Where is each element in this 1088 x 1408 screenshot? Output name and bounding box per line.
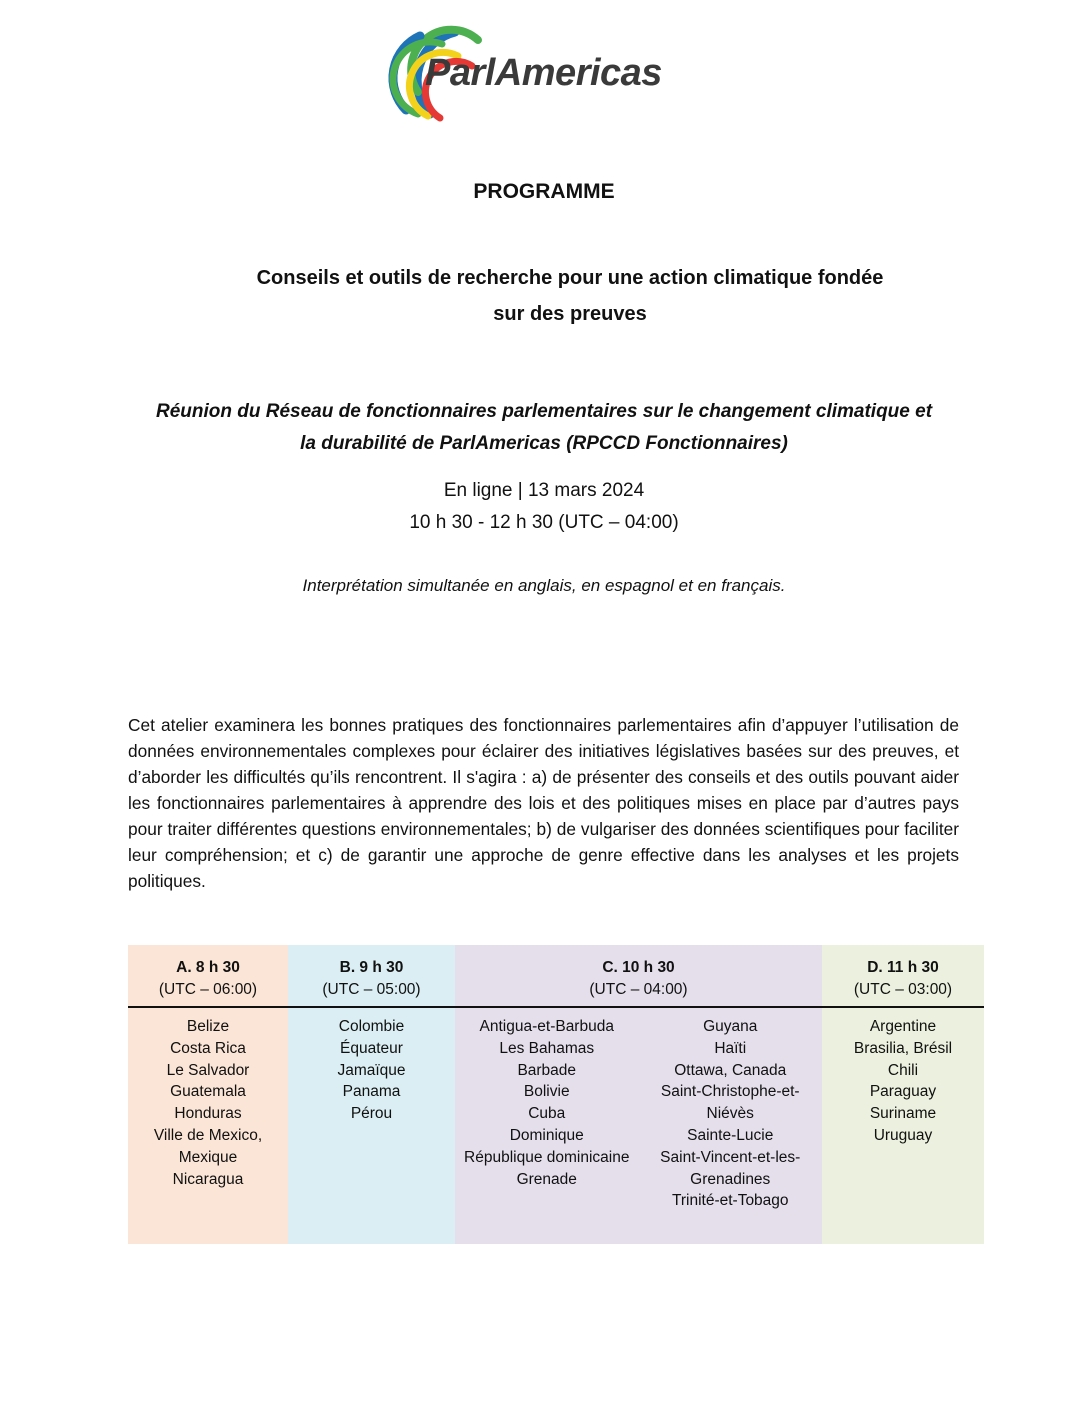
column-utc: (UTC – 03:00) <box>853 981 953 998</box>
subtitle-line: Réunion du Réseau de fonctionnaires parlementaires sur le changement climatique et <box>155 401 933 422</box>
list-item: Nicaragua <box>172 1170 244 1188</box>
list-item: Ottawa, Canada <box>674 1061 787 1079</box>
country-list <box>128 1006 288 1190</box>
column-utc: (UTC – 04:00) <box>589 981 688 998</box>
list-item: Barbade <box>517 1061 577 1079</box>
country-sublist-left <box>455 1016 639 1212</box>
list-item: Saint-Vincent-et-les- <box>660 1148 801 1166</box>
list-item: Uruguay <box>873 1126 933 1144</box>
interpretation-note: Interprétation simultanée en anglais, en espagnol et en français. <box>302 576 786 595</box>
column-time: B. 9 h 30 <box>339 959 404 976</box>
document-title <box>120 260 1020 332</box>
title-line: Conseils et outils de recherche pour une action climatique fondée <box>256 267 884 289</box>
column-header <box>128 945 288 1006</box>
list-item: Jamaïque <box>337 1061 406 1079</box>
page-heading: PROGRAMME <box>473 180 615 203</box>
header-divider <box>128 1006 984 1008</box>
event-time: 10 h 30 - 12 h 30 (UTC – 04:00) <box>409 512 679 533</box>
timezone-column-a <box>128 945 288 1244</box>
list-item: Argentine <box>869 1018 937 1035</box>
country-list <box>822 1006 984 1147</box>
list-item: Équateur <box>340 1039 403 1057</box>
list-item: Guatemala <box>170 1083 246 1101</box>
list-item: Pérou <box>350 1105 393 1123</box>
list-item: Saint-Christophe-et- <box>660 1083 800 1101</box>
list-item: Belize <box>186 1018 230 1035</box>
list-item: Chili <box>887 1061 919 1079</box>
list-item: Colombie <box>338 1018 405 1035</box>
list-item: Antigua-et-Barbuda <box>479 1018 614 1035</box>
logo-wordmark: ParlAmericas <box>425 52 662 94</box>
list-item: Haïti <box>714 1039 747 1057</box>
list-item: Niévès <box>706 1105 754 1123</box>
list-item: Costa Rica <box>170 1039 246 1057</box>
title-line: sur des preuves <box>493 303 647 325</box>
subtitle-line: la durabilité de ParlAmericas (RPCCD Fonctionnaires) <box>300 433 788 454</box>
list-item: Dominique <box>509 1126 584 1144</box>
list-item: Suriname <box>869 1105 937 1123</box>
list-item: Guyana <box>703 1018 758 1035</box>
country-sublist-right <box>639 1016 823 1212</box>
description-paragraph: Cet atelier examinera les bonnes pratiques des fonctionnaires parlementaires afin d’appuyer l’utilisation de données environnementales complexes pour éclairer des initiatives législatives basées sur des preuves, et d’aborder les difficultés qu’ils rencontrent. Il s'agira : a) de présenter des conseils et des outils pouvant aider les fonctionnaires parlementaires à apprendre des lois et des politiques mises en place par d’autres pays pour traiter différentes questions environnementales; b) de vulgariser des données scientifiques pour faciliter leur compréhension; et c) de garantir une approche de genre effective dans les analyses et les projets politiques. <box>128 715 959 891</box>
column-header <box>455 945 822 1006</box>
list-item: Brasilia, Brésil <box>853 1039 953 1057</box>
column-utc: (UTC – 06:00) <box>158 981 258 998</box>
country-list <box>288 1006 455 1125</box>
document-subtitle <box>100 396 988 460</box>
country-list <box>455 1006 822 1212</box>
list-item: Panama <box>342 1083 401 1101</box>
list-item: Paraguay <box>869 1083 937 1101</box>
column-header <box>288 945 455 1006</box>
list-item: Sainte-Lucie <box>687 1126 774 1144</box>
column-time: D. 11 h 30 <box>867 959 939 976</box>
column-utc: (UTC – 05:00) <box>322 981 421 998</box>
list-item: Grenade <box>516 1170 577 1188</box>
list-item: Les Bahamas <box>499 1039 595 1057</box>
list-item: Trinité-et-Tobago <box>671 1192 789 1210</box>
event-date: En ligne | 13 mars 2024 <box>443 480 645 501</box>
list-item: Cuba <box>528 1105 566 1123</box>
timezone-column-c <box>455 945 822 1244</box>
column-time: C. 10 h 30 <box>602 959 675 976</box>
list-item: Bolivie <box>523 1083 570 1101</box>
list-item: Le Salvador <box>166 1061 250 1079</box>
list-item: République dominicaine <box>464 1148 630 1166</box>
list-item: Ville de Mexico, <box>153 1126 263 1144</box>
list-item: Mexique <box>178 1148 238 1166</box>
column-header <box>822 945 984 1006</box>
column-time: A. 8 h 30 <box>176 959 240 976</box>
list-item: Honduras <box>174 1105 242 1123</box>
timezone-column-b <box>288 945 455 1244</box>
timezone-table <box>128 945 984 1244</box>
list-item: Grenadines <box>690 1170 771 1188</box>
timezone-column-d <box>822 945 984 1244</box>
